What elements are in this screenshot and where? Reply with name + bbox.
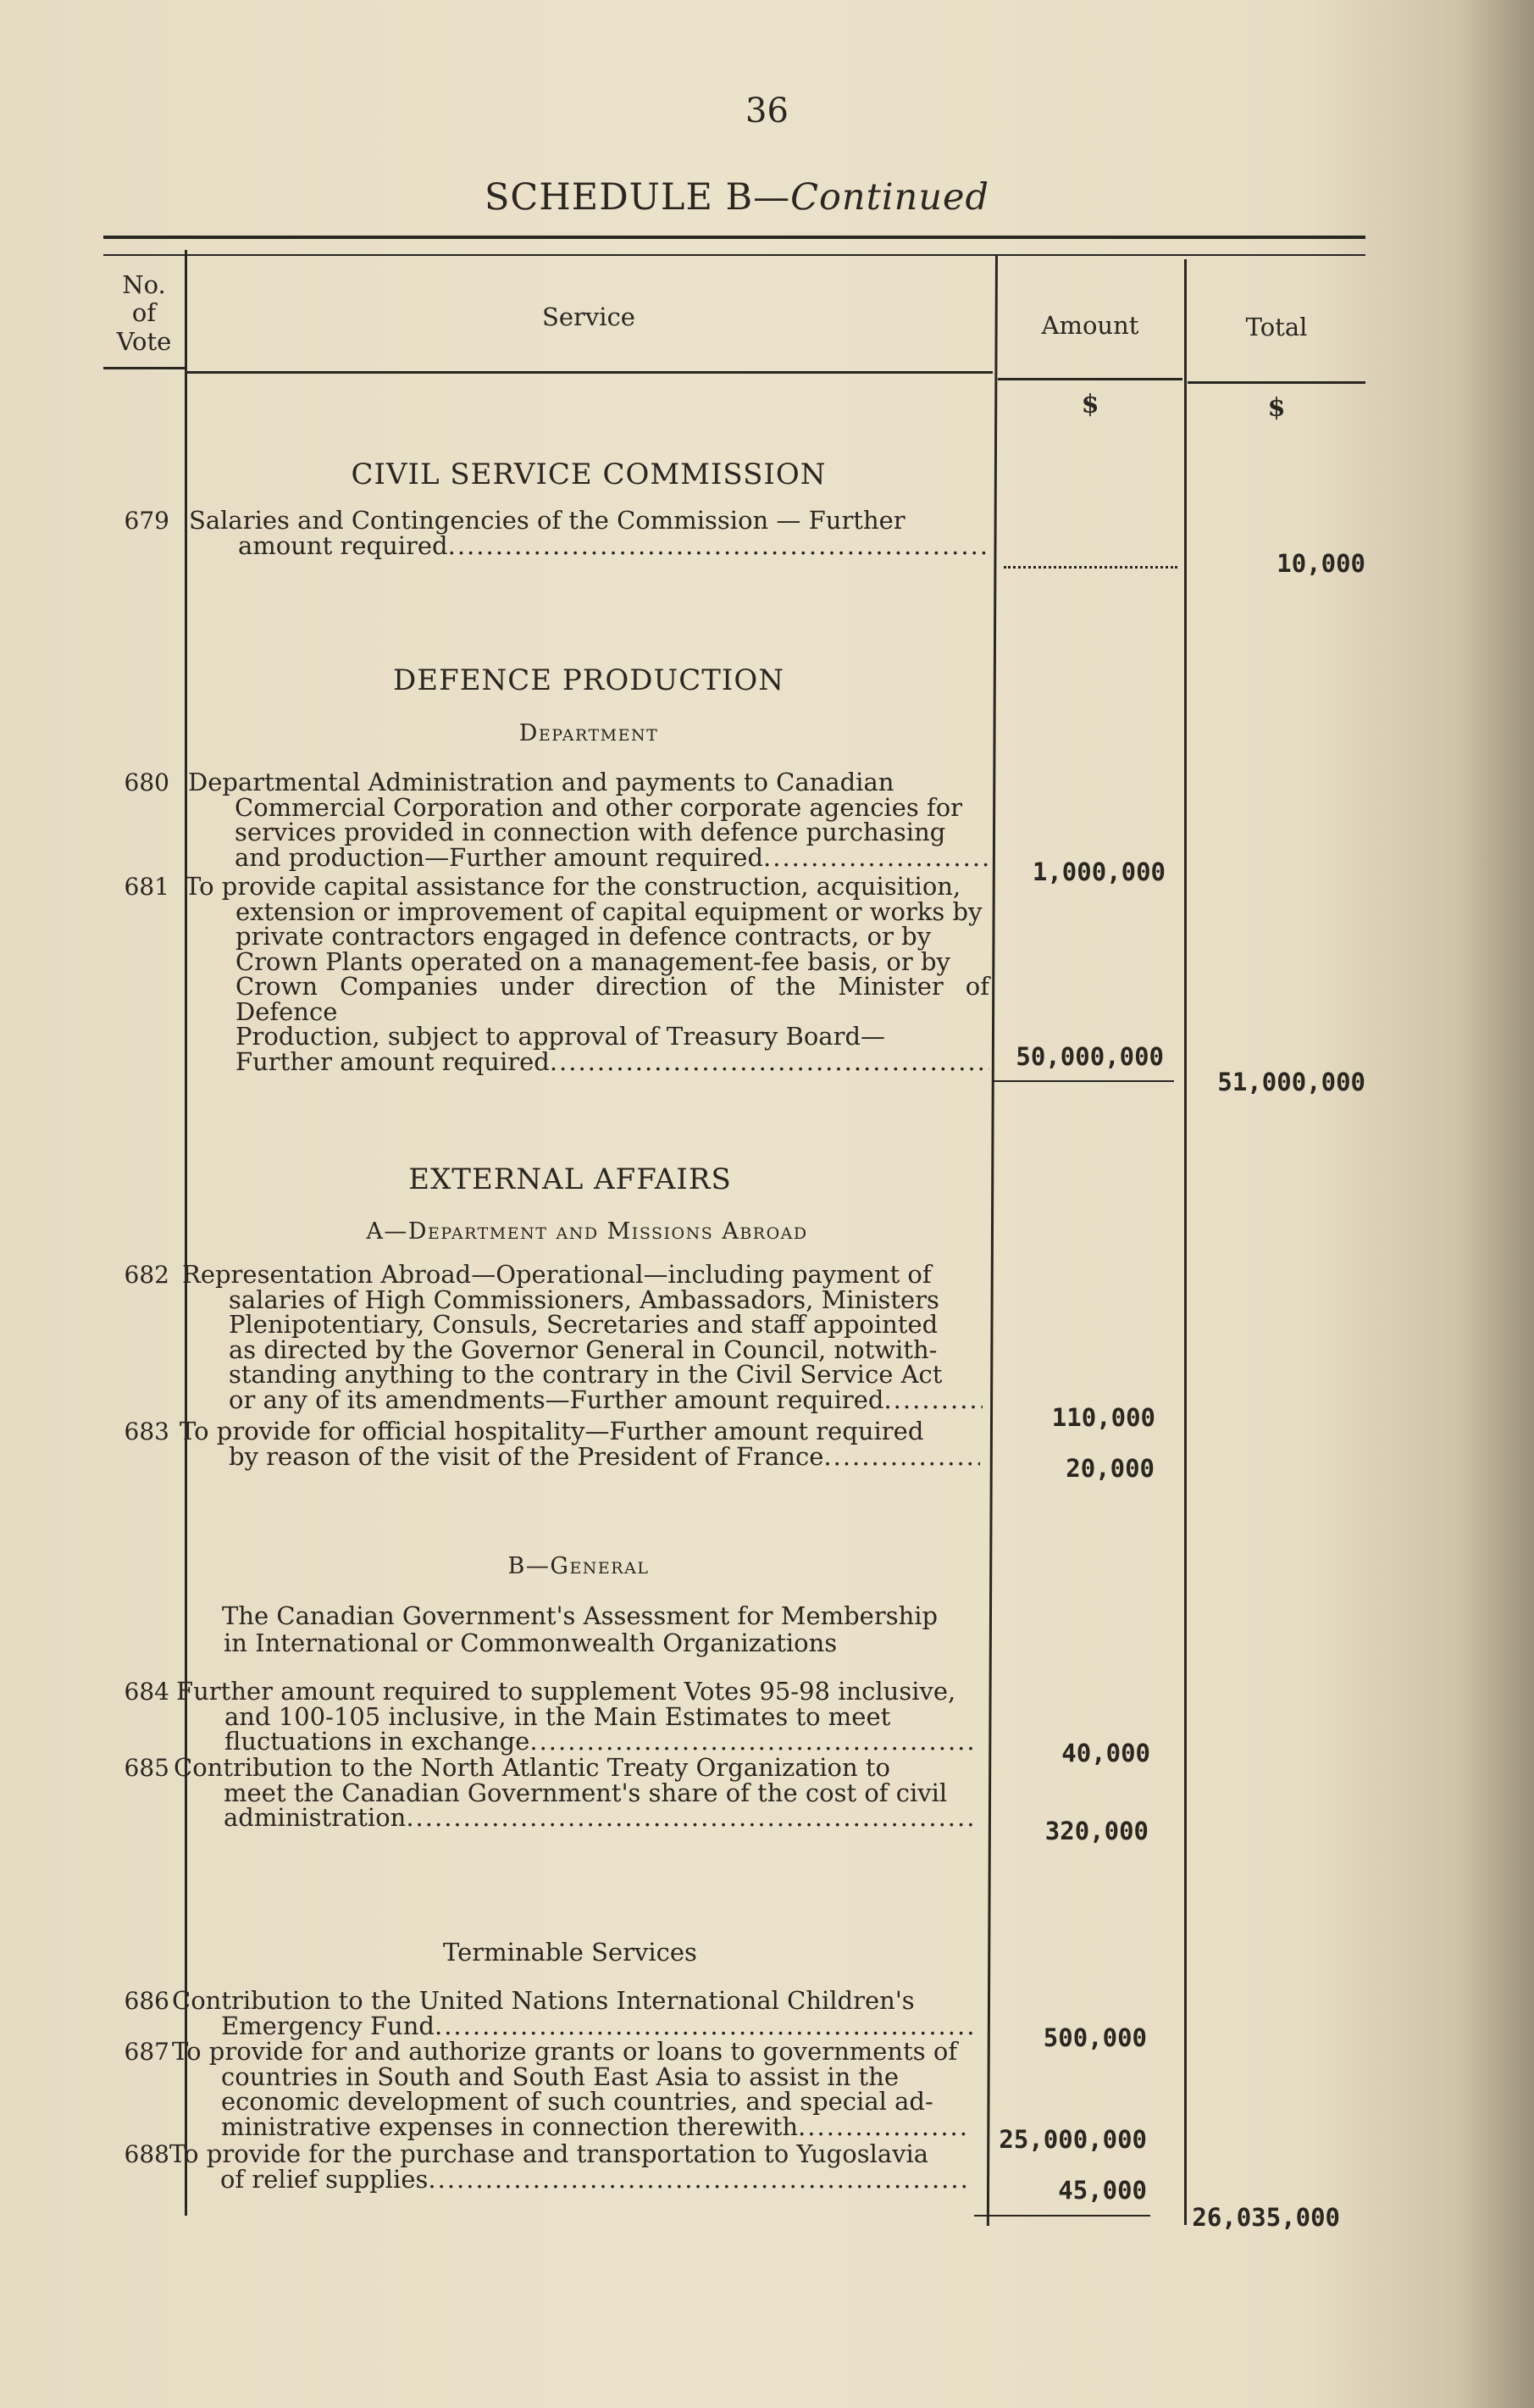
header-rule-service	[185, 371, 993, 374]
vote-description-line: To provide for and authorize grants or loans to governments of	[172, 2037, 958, 2066]
dot-leader	[448, 534, 989, 559]
page-number: 36	[745, 92, 789, 130]
vote-description	[169, 2139, 967, 2194]
vote-description	[182, 1262, 983, 1412]
vote-description-text: administration	[224, 1803, 407, 1832]
dot-leader	[435, 2014, 972, 2039]
vote-description-last-line	[189, 530, 989, 560]
vote-description-line: standing anything to the contrary in the Civil Service Act	[229, 1360, 943, 1389]
dot-leader	[798, 2115, 970, 2140]
vote-description-line: salaries of High Commissioners, Ambassadors, Ministers	[229, 1284, 939, 1314]
vote-description-line: Representation Abroad—Operational—including payment of	[182, 1260, 932, 1289]
amount-value: 25,000,000	[999, 2125, 1147, 2154]
column-header-no-of-vote	[103, 271, 185, 356]
vote-description-text: ministrative expenses in connection therewith	[221, 2111, 799, 2141]
section-heading-defence-production: DEFENCE PRODUCTION	[393, 663, 784, 697]
vote-number: 686	[124, 1987, 169, 2015]
vote-description-line: and 100-105 inclusive, in the Main Estimates to meet	[224, 1701, 891, 1731]
vote-description-line: economic development of such countries, and special ad-	[221, 2087, 933, 2116]
schedule-title-suffix: Continued	[790, 176, 990, 219]
amount-value: 110,000	[1051, 1403, 1155, 1432]
vote-description-text: by reason of the visit of the President of France	[229, 1441, 824, 1471]
subtotal-rule	[974, 2215, 1150, 2217]
vote-description-line: To provide for official hospitality—Further amount required	[180, 1417, 924, 1445]
subheading-general: B—General	[507, 1553, 650, 1579]
vote-number: 679	[124, 507, 169, 535]
vote-number: 682	[124, 1261, 169, 1289]
table-top-rule-thick	[103, 236, 1365, 239]
vote-description-text: amount required	[238, 530, 448, 560]
vote-description-line: countries in South and South East Asia to assist in the	[221, 2061, 900, 2091]
vote-description-line: Salaries and Contingencies of the Commission — Further	[189, 506, 905, 535]
header-rule-total	[1188, 381, 1365, 384]
vote-description	[174, 1753, 974, 1832]
total-value: 26,035,000	[1192, 2203, 1340, 2232]
header-rule-amount	[998, 378, 1182, 380]
vote-description-last-line	[188, 842, 989, 872]
header-of: of	[131, 298, 157, 328]
vote-description-last-line	[172, 2111, 970, 2141]
vote-description	[185, 874, 989, 1074]
dot-leader	[823, 1445, 980, 1470]
general-title	[222, 1603, 984, 1657]
vote-description-line: private contractors engaged in defence contracts, or by	[235, 922, 932, 951]
subheading-department: Department	[518, 720, 659, 746]
vote-number: 680	[124, 768, 169, 796]
vote-description-line: To provide for the purchase and transportation to Yugoslavia	[169, 2139, 929, 2168]
vote-description-line: Plenipotentiary, Consuls, Secretaries and staff appointed	[229, 1310, 939, 1339]
dot-leader	[406, 1806, 974, 1831]
vote-number: 681	[124, 873, 169, 901]
vote-number: 684	[124, 1678, 169, 1706]
vote-description-last-line	[172, 2011, 972, 2040]
vote-description-line: Commercial Corporation and other corporate agencies for	[235, 792, 963, 822]
vote-description-line: meet the Canadian Government's share of the cost of civil	[224, 1778, 948, 1807]
section-heading-civil-service: CIVIL SERVICE COMMISSION	[351, 458, 827, 491]
dot-leader	[550, 1050, 989, 1075]
header-vote: Vote	[116, 326, 172, 356]
vote-description-last-line	[185, 1046, 989, 1076]
vote-description-last-line	[169, 2164, 967, 2194]
vote-number: 683	[124, 1418, 169, 1445]
column-header-service: Service	[542, 302, 635, 331]
vote-description	[180, 1419, 980, 1469]
total-currency-symbol: $	[1267, 393, 1286, 423]
vote-description-text: fluctuations in exchange	[224, 1727, 530, 1756]
vote-description	[176, 1679, 977, 1755]
vote-description-last-line	[176, 1729, 977, 1755]
vote-description	[189, 508, 989, 558]
subtotal-rule	[993, 1080, 1174, 1082]
vote-description-line: as directed by the Governor General in Council, notwith-	[229, 1334, 938, 1364]
general-title-line: in International or Commonwealth Organizations	[224, 1628, 838, 1657]
vote-description-text: Emergency Fund	[221, 2011, 435, 2040]
vote-number: 688	[124, 2140, 169, 2168]
column-header-total: Total	[1245, 313, 1308, 341]
schedule-title	[0, 176, 1474, 219]
total-value: 10,000	[1276, 549, 1365, 578]
vote-description-text: of relief supplies	[220, 2164, 429, 2194]
amount-value: 500,000	[1043, 2023, 1147, 2052]
amount-dot-leader	[1004, 566, 1177, 569]
schedule-title-main: SCHEDULE B—	[484, 176, 791, 219]
vote-description-line: Crown Companies under direction of the Minister of Defence	[235, 972, 989, 1026]
terminable-services-heading: Terminable Services	[443, 1938, 697, 1967]
dot-leader	[883, 1388, 983, 1413]
total-value: 51,000,000	[1217, 1068, 1365, 1096]
vote-description-text: or any of its amendments—Further amount required	[229, 1384, 884, 1414]
general-title-line: The Canadian Government's Assessment for Membership	[222, 1601, 939, 1630]
vote-description-line: Further amount required to supplement Votes 95-98 inclusive,	[176, 1677, 956, 1706]
vote-description	[172, 2039, 970, 2139]
amount-currency-symbol: $	[1081, 390, 1099, 419]
vote-description-line: Crown Plants operated on a management-fee basis, or by	[235, 946, 950, 976]
amount-value: 1,000,000	[1032, 857, 1166, 886]
vote-number: 685	[124, 1754, 169, 1782]
dot-leader	[428, 2167, 967, 2193]
vote-description-line: services provided in connection with defence purchasing	[235, 818, 946, 846]
amount-value: 320,000	[1044, 1817, 1149, 1845]
vote-description-text: Further amount required	[235, 1046, 550, 1076]
section-heading-external-affairs: EXTERNAL AFFAIRS	[408, 1162, 732, 1196]
vote-description	[172, 1986, 972, 2040]
vote-description-line: To provide capital assistance for the construction, acquisition,	[185, 872, 961, 901]
amount-value: 40,000	[1061, 1739, 1150, 1767]
vote-description-line: Contribution to the United Nations International Children's	[172, 1986, 915, 2015]
table-top-rule-thin	[103, 254, 1365, 256]
dot-leader	[763, 846, 989, 871]
header-rule-vote	[103, 367, 185, 369]
vote-description-last-line	[180, 1441, 980, 1471]
header-no: No.	[122, 270, 166, 299]
column-header-amount: Amount	[1041, 311, 1139, 340]
vote-description-last-line	[182, 1384, 983, 1414]
amount-value: 45,000	[1058, 2176, 1147, 2205]
vote-description	[188, 770, 989, 870]
vote-description-text: and production—Further amount required	[235, 842, 764, 872]
vote-description-line: Production, subject to approval of Treasury Board—	[235, 1022, 886, 1051]
vote-description-line: extension or improvement of capital equipment or works by	[235, 896, 983, 926]
amount-value: 20,000	[1066, 1454, 1155, 1483]
amount-value: 50,000,000	[1016, 1042, 1164, 1071]
vote-description-line: Departmental Administration and payments to Canadian	[188, 768, 894, 796]
subheading-department-and-missions-abroad: A—Department and Missions Abroad	[366, 1218, 808, 1245]
vote-description-last-line	[174, 1803, 974, 1832]
dot-leader	[529, 1729, 977, 1755]
vote-description-line: Contribution to the North Atlantic Treaty Organization to	[174, 1753, 890, 1782]
vote-number: 687	[124, 2038, 169, 2066]
total-column-left-rule	[1184, 259, 1187, 2225]
